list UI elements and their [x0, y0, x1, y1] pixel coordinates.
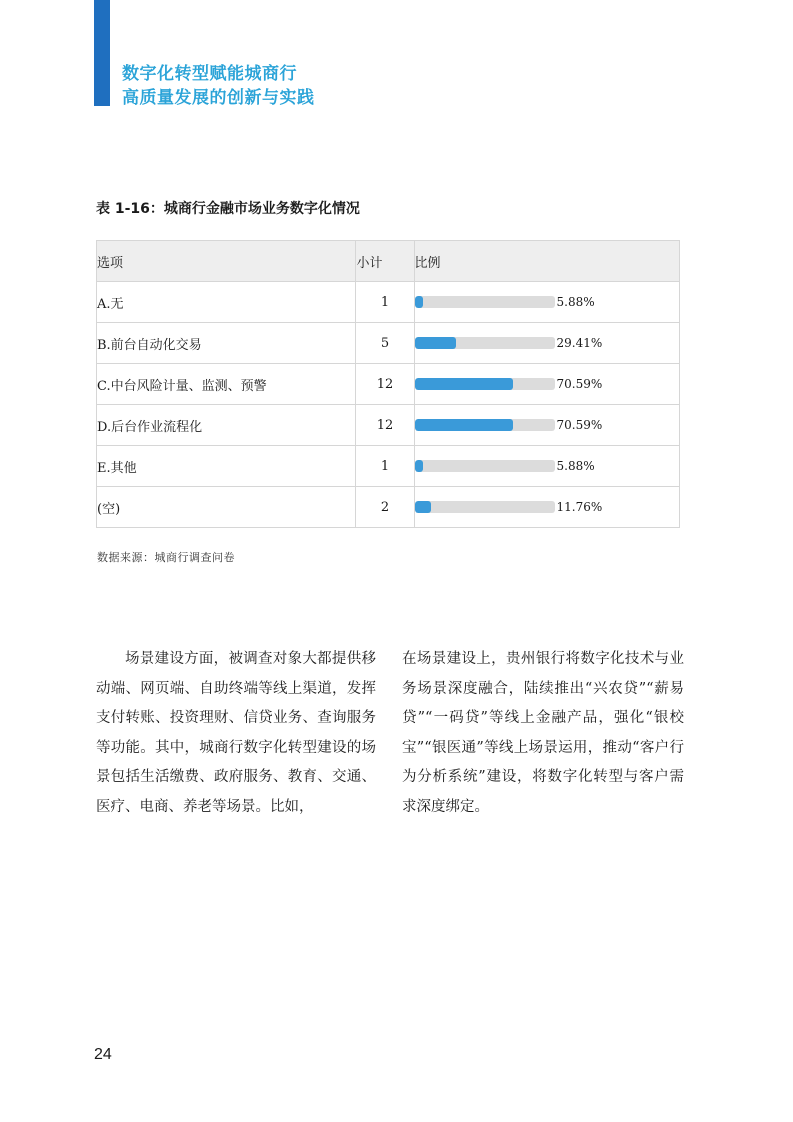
option-cell: C.中台风险计量、监测、预警 — [97, 364, 356, 405]
table-row — [97, 446, 680, 487]
body-paragraph-right: 在场景建设上，贵州银行将数字化技术与业务场景深度融合，陆续推出“兴农贷”“薪易贷”“一码贷”等线上金融产品，强化“银校宝”“银医通”等线上场景运用，推动“客户行为分析系统”建设，将数字化转型与客户需求深度绑定。 — [402, 651, 684, 815]
ratio-bar-track — [415, 337, 555, 349]
ratio-percent: 5.88% — [556, 295, 595, 309]
ratio-bar-track — [415, 460, 555, 472]
ratio-cell — [414, 364, 679, 405]
option-cell: D.后台作业流程化 — [97, 405, 356, 446]
ratio-bar-fill — [415, 296, 423, 308]
ratio-bar-track — [415, 501, 555, 513]
table-caption: 表 1-16：城商行金融市场业务数字化情况 — [96, 201, 360, 217]
ratio-bar-track — [415, 419, 555, 431]
table-row — [97, 487, 680, 528]
ratio-bar-fill — [415, 501, 431, 513]
count-cell: 5 — [356, 323, 414, 364]
option-cell: (空) — [97, 487, 356, 528]
ratio-cell — [414, 446, 679, 487]
ratio-cell — [414, 487, 679, 528]
ratio-bar-track — [415, 378, 555, 390]
count-cell: 12 — [356, 364, 414, 405]
option-cell: A.无 — [97, 282, 356, 323]
body-paragraph-left: 场景建设方面，被调查对象大都提供移动端、网页端、自助终端等线上渠道，发挥支付转账、投资理财、信贷业务、查询服务等功能。其中，城商行数字化转型建设的场景包括生活缴费、政府服务、教育、交通、医疗、电商、养老等场景。比如， — [96, 651, 376, 815]
ratio-cell — [414, 323, 679, 364]
ratio-percent: 70.59% — [556, 377, 603, 391]
table-header-row — [97, 241, 680, 282]
survey-table — [96, 240, 680, 528]
table-row — [97, 323, 680, 364]
ratio-bar-fill — [415, 337, 456, 349]
header-ratio: 比例 — [414, 241, 679, 282]
count-cell: 2 — [356, 487, 414, 528]
count-cell: 1 — [356, 282, 414, 323]
ratio-percent: 11.76% — [556, 500, 603, 514]
ratio-bar-track — [415, 296, 555, 308]
ratio-cell — [414, 405, 679, 446]
ratio-bar-fill — [415, 419, 514, 431]
running-header — [122, 62, 315, 110]
option-cell: B.前台自动化交易 — [97, 323, 356, 364]
table-row — [97, 282, 680, 323]
count-cell: 12 — [356, 405, 414, 446]
ratio-percent: 29.41% — [556, 336, 603, 350]
page-number: 24 — [94, 1046, 112, 1063]
ratio-percent: 70.59% — [556, 418, 603, 432]
header-option: 选项 — [97, 241, 356, 282]
ratio-cell — [414, 282, 679, 323]
header-title-line-1: 数字化转型赋能城商行 — [122, 64, 297, 84]
count-cell: 1 — [356, 446, 414, 487]
header-title-line-2: 高质量发展的创新与实践 — [122, 88, 315, 108]
ratio-percent: 5.88% — [556, 459, 595, 473]
ratio-bar-fill — [415, 460, 423, 472]
option-cell: E.其他 — [97, 446, 356, 487]
data-source-note: 数据来源：城商行调查问卷 — [97, 551, 235, 564]
header-count: 小计 — [356, 241, 414, 282]
table-row — [97, 364, 680, 405]
ratio-bar-fill — [415, 378, 514, 390]
header-accent-bar — [94, 0, 110, 106]
table-row — [97, 405, 680, 446]
